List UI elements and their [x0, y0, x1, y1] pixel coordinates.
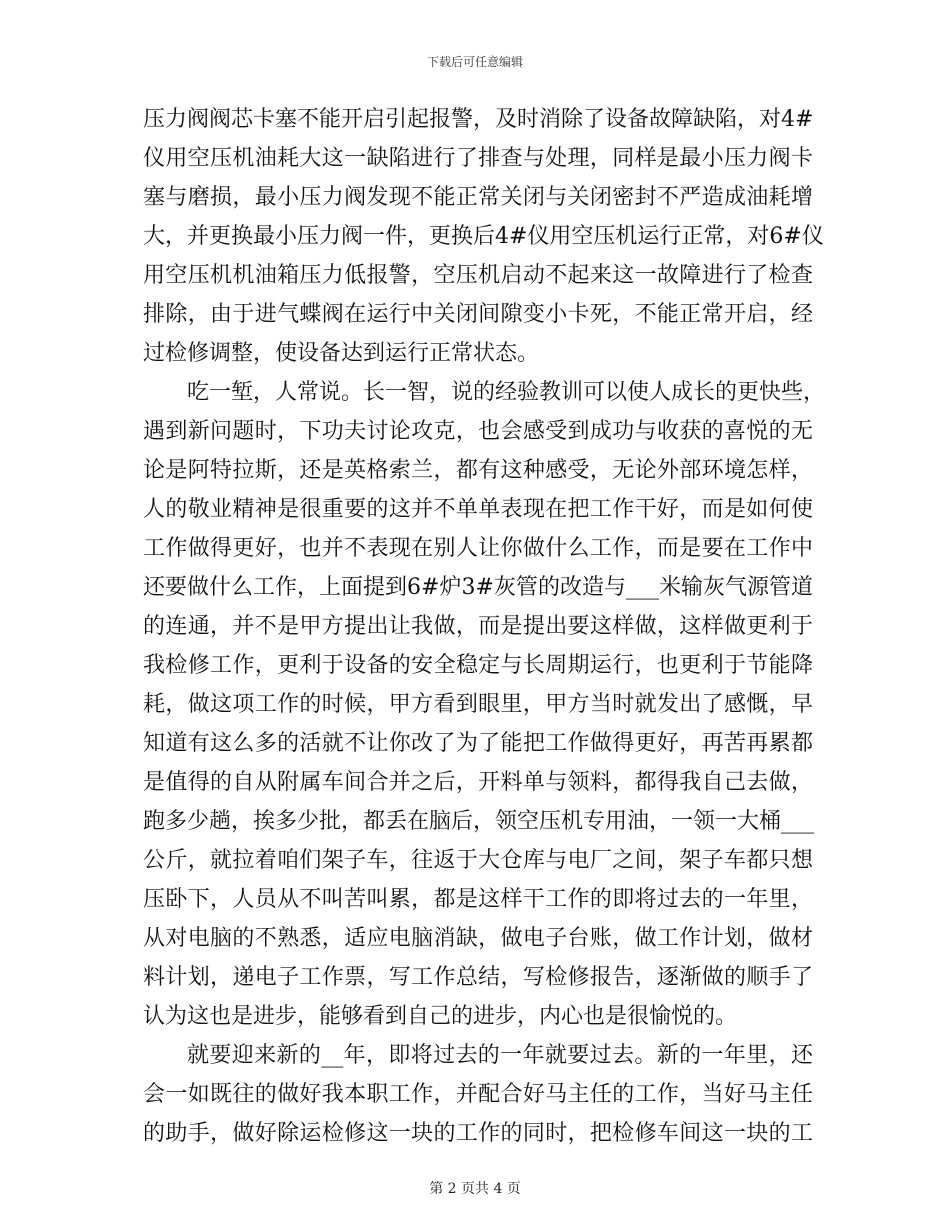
text-line: 认为这也是进步，能够看到自己的进步，内心也是很愉悦的。	[143, 1004, 738, 1029]
text-line: 就要迎来新的__年，即将过去的一年就要过去。新的一年里，还	[187, 1043, 813, 1068]
text-line: 遇到新问题时，下功夫讨论攻克，也会感受到成功与收获的喜悦的无	[143, 419, 813, 444]
text-line: 的连通，并不是甲方提出让我做，而是提出要这样做，这样做更利于	[143, 614, 813, 639]
text-line: 大，并更换最小压力阀一件，更换后4#仪用空压机运行正常，对6#仪	[143, 224, 824, 249]
text-line: 用空压机机油箱压力低报警，空压机启动不起来这一故障进行了检查	[143, 263, 813, 288]
text-line: 压卧下，人员从不叫苦叫累，都是这样干工作的即将过去的一年里，	[143, 887, 813, 912]
text-line: 的助手，做好除运检修这一块的工作的同时，把检修车间这一块的工	[143, 1121, 813, 1146]
text-line: 论是阿特拉斯，还是英格索兰，都有这种感受，无论外部环境怎样，	[143, 458, 813, 483]
text-line: 我检修工作，更利于设备的安全稳定与长周期运行，也更利于节能降	[143, 653, 813, 678]
text-line: 排除，由于进气蝶阀在运行中关闭间隙变小卡死，不能正常开启，经	[143, 302, 813, 327]
text-line: 跑多少趟，挨多少批，都丢在脑后，领空压机专用油，一领一大桶___	[143, 809, 815, 834]
text-line: 压力阀阀芯卡塞不能开启引起报警，及时消除了设备故障缺陷，对4#	[143, 107, 814, 132]
text-line: 还要做什么工作，上面提到6#炉3#灰管的改造与___米输灰气源管道	[143, 575, 813, 600]
text-line: 工作做得更好，也并不表现在别人让你做什么工作，而是要在工作中	[143, 536, 813, 561]
text-line: 料计划，递电子工作票，写工作总结，写检修报告，逐渐做的顺手了	[143, 965, 813, 990]
text-line: 是值得的自从附属车间合并之后，开料单与领料，都得我自己去做，	[143, 770, 813, 795]
text-line: 人的敬业精神是很重要的这并不单单表现在把工作干好，而是如何使	[143, 497, 813, 522]
text-line: 吃一堑，人常说。长一智，说的经验教训可以使人成长的更快些，	[187, 380, 826, 405]
text-line: 会一如既往的做好我本职工作，并配合好马主任的工作，当好马主任	[143, 1082, 813, 1107]
text-line: 耗，做这项工作的时候，甲方看到眼里，甲方当时就发出了感慨，早	[143, 692, 813, 717]
text-line: 塞与磨损，最小压力阀发现不能正常关闭与关闭密封不严造成油耗增	[143, 185, 813, 210]
document-body	[143, 100, 826, 1153]
text-line: 过检修调整，使设备达到运行正常状态。	[143, 341, 540, 366]
page-footer: 第 2 页共 4 页	[429, 1181, 521, 1197]
page-header: 下载后可任意编辑	[426, 55, 523, 69]
text-line: 仪用空压机油耗大这一缺陷进行了排查与处理，同样是最小压力阀卡	[143, 146, 813, 171]
text-line: 公斤，就拉着咱们架子车，往返于大仓库与电厂之间，架子车都只想	[143, 848, 813, 873]
text-line: 从对电脑的不熟悉，适应电脑消缺，做电子台账，做工作计划，做材	[143, 926, 813, 951]
text-line: 知道有这么多的活就不让你改了为了能把工作做得更好，再苦再累都	[143, 731, 813, 756]
